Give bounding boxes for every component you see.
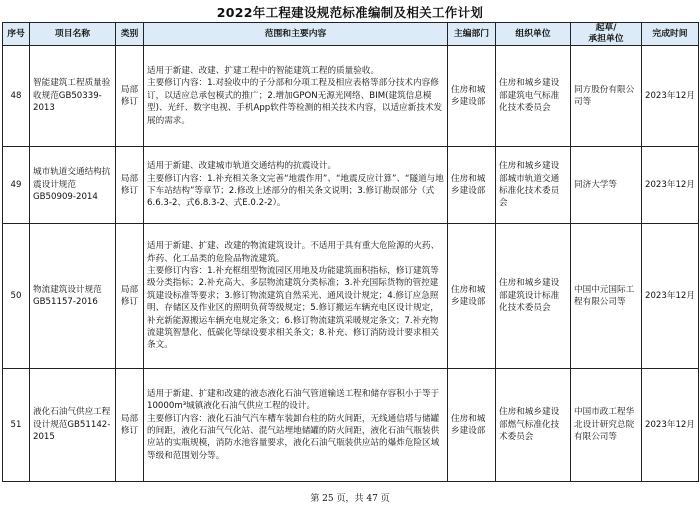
header-name: 项目名称 xyxy=(30,23,116,46)
cell-name: 液化石油气供应工程设计规范GB51142-2015 xyxy=(30,369,116,482)
cell-deadline: 2023年12月 xyxy=(642,46,699,147)
cell-org: 住房和城乡建设部建筑电气标准化技术委员会 xyxy=(496,46,571,147)
cell-dept: 住房和城乡建设部 xyxy=(448,46,496,147)
cell-drafter: 中国市政工程华北设计研究总院有限公司等 xyxy=(571,369,642,482)
scope-paragraph: 主要修订内容：1.对验收中的子分部和分项工程及相应表格等部分技术内容修订，以适应总承包模式的推广；2.增加GPON无源光网络、BIM(建筑信息模型)、光纤、数字电视、手机App软件等检测的相关技术内容，以适应新技术发展的需求。 xyxy=(147,78,443,126)
cell-category: 局部修订 xyxy=(116,224,144,369)
header-deadline: 完成时间 xyxy=(642,23,699,46)
cell-seq: 48 xyxy=(3,46,30,147)
cell-category: 局部修订 xyxy=(116,46,144,147)
table-row xyxy=(3,147,699,224)
cell-dept: 住房和城乡建设部 xyxy=(448,147,496,224)
header-seq: 序号 xyxy=(3,23,30,46)
cell-seq: 49 xyxy=(3,147,30,224)
cell-name: 城市轨道交通结构抗震设计规范GB50909-2014 xyxy=(30,147,116,224)
cell-seq: 51 xyxy=(3,369,30,482)
cell-category: 局部修订 xyxy=(116,369,144,482)
cell-dept: 住房和城乡建设部 xyxy=(448,369,496,482)
cell-seq: 50 xyxy=(3,224,30,369)
table-row xyxy=(3,369,699,482)
cell-org: 住房和城乡建设部城市轨道交通标准化技术委员会 xyxy=(496,147,571,224)
page-title: 2022年工程建设规范标准编制及相关工作计划 xyxy=(216,5,484,20)
header-drafter-line1: 起草/ xyxy=(595,23,617,33)
scope-paragraph: 适用于新建、扩建、改建的物流建筑设计。不适用于具有重大危险源的火药、炸药、化工品类的危险品物流建筑。 xyxy=(147,241,440,264)
cell-drafter: 中国中元国际工程有限公司等 xyxy=(571,224,642,369)
scope-paragraph: 主要修订内容：1.补充框组型物流园区用地及功能建筑面积指标，修订建筑等级分类指标；2.补充高大、多层物流建筑分类标准；3.补充国际货物的管控建筑建设标准等要求；3.修订物流建筑自然采光、通风设计规定；4.修订应急照明、存储区及作业区的照明负荷等级规定；5.修订搬运车辆充电区设计规定，补充新能源搬运车辆充电规定条文；6.修订物流建筑采暖规定条文；7.补充物流建筑智慧化、低碳化等绿设要求相关条文；8.补充、修订消防设计要求相关条文。 xyxy=(147,265,439,351)
scope-paragraph: 主要修订内容：1.补充相关条文完善“地震作用”、“地震反应计算”、“隧道与地下车站结构”等章节；2.修改上述部分的相关条文说明；3.修订勘误部分（式6.6.3-2、式6.8.3-2、式E.0.2-2）。 xyxy=(147,173,444,209)
scope-paragraph: 适用于新建、改建城市轨道交通结构的抗震设计。 xyxy=(147,161,337,172)
header-drafter-line2: 承担单位 xyxy=(588,34,624,44)
cell-drafter: 同方股份有限公司等 xyxy=(571,46,642,147)
scope-paragraph: 主要修订内容：液化石油气汽车槽车装卸台柱的防火间距，无线通信塔与储罐的间距，液化石油气气化站、混气站埋地储罐的防火间距，液化石油气瓶装供应站的实瓶规模，消防水池容量要求，液化石油气瓶装供应站的爆炸危险区域等级和范围划分等。 xyxy=(147,413,440,461)
header-org: 组织单位 xyxy=(496,23,571,46)
cell-name: 物流建筑设计规范GB51157-2016 xyxy=(30,224,116,369)
table-header-row xyxy=(3,23,699,46)
cell-scope xyxy=(144,147,448,224)
cell-scope xyxy=(144,46,448,147)
cell-name: 智能建筑工程质量验收规范GB50339-2013 xyxy=(30,46,116,147)
cell-deadline: 2023年12月 xyxy=(642,147,699,224)
header-category: 类别 xyxy=(116,23,144,46)
page-number: 第 25 页，共 47 页 xyxy=(310,494,390,504)
cell-org: 住房和城乡建设部建筑设计标准化技术委员会 xyxy=(496,224,571,369)
cell-deadline: 2023年12月 xyxy=(642,369,699,482)
cell-deadline: 2023年12月 xyxy=(642,224,699,369)
header-dept: 主编部门 xyxy=(448,23,496,46)
cell-drafter: 同济大学等 xyxy=(571,147,642,224)
scope-paragraph: 适用于新建、改建、扩建工程中的智能建筑工程的质量验收。 xyxy=(147,65,380,76)
header-scope: 范围和主要内容 xyxy=(144,23,448,46)
plan-table xyxy=(2,22,699,482)
cell-scope xyxy=(144,224,448,369)
header-drafter xyxy=(571,23,642,46)
scope-paragraph: 适用于新建、扩建和改建的液态液化石油气管道输送工程和储存容积小于等于10000m³城镇液化石油气供应工程的设计。 xyxy=(147,388,440,412)
cell-scope xyxy=(144,369,448,482)
table-row xyxy=(3,46,699,147)
table-row xyxy=(3,224,699,369)
cell-category: 局部修订 xyxy=(116,147,144,224)
cell-dept: 住房和城乡建设部 xyxy=(448,224,496,369)
cell-org: 住房和城乡建设部燃气标准化技术委员会 xyxy=(496,369,571,482)
